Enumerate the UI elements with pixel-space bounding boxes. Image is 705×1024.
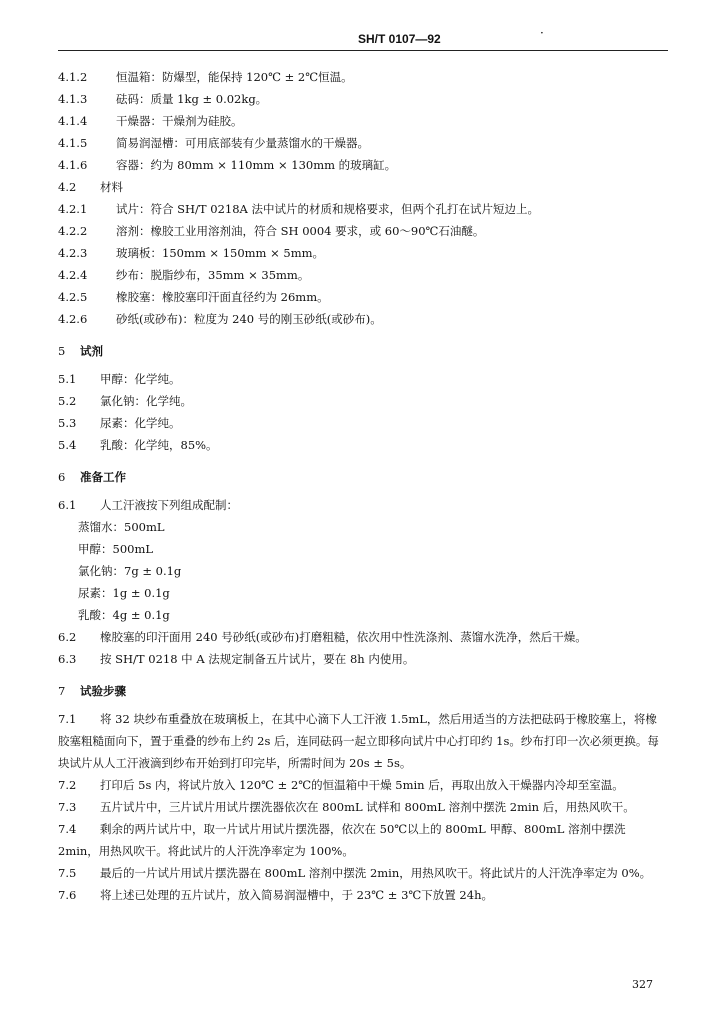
clause-7-5 [58,862,668,884]
clause-number: 5.3 [58,416,77,430]
clause-number: 4.1.2 [58,70,88,84]
clause-number: 5.1 [58,372,77,386]
clause-number: 4.2.3 [58,246,88,260]
clause-5-4 [58,434,668,456]
page-number: 327 [632,978,653,991]
clause-4-1-6 [58,154,668,176]
clause-number: 7.4 [58,822,77,836]
clause-text: 恒温箱：防爆型，能保持 120℃ ± 2℃恒温。 [116,70,353,84]
section-title: 试剂 [80,344,103,358]
clause-7-1 [58,708,668,774]
formula-item: 乳酸：4g ± 0.1g [78,608,170,622]
clause-text: 五片试片中，三片试片用试片摆洗器依次在 800mL 试样和 800mL 溶剂中摆洗 2min 后，用热风吹干。 [100,800,635,814]
clause-4-2-3 [58,242,668,264]
clause-4-2-2 [58,220,668,242]
formula-item: 氯化钠：7g ± 0.1g [78,564,182,578]
clause-text: 人工汗液按下列组成配制： [100,498,238,512]
clause-text: 尿素：化学纯。 [100,416,181,430]
clause-number: 7.3 [58,800,77,814]
header-dot: · [540,26,544,40]
clause-7-6 [58,884,668,906]
formula-item: 蒸馏水：500mL [78,520,165,534]
clause-number: 4.1.5 [58,136,88,150]
clause-4-1-3 [58,88,668,110]
clause-number: 7.2 [58,778,77,792]
clause-6-1 [58,494,668,516]
clause-6-3 [58,648,668,670]
clause-text: 按 SH/T 0218 中 A 法规定制备五片试片，要在 8h 内使用。 [100,652,415,666]
section-title: 准备工作 [80,470,126,484]
clause-4-2-4 [58,264,668,286]
clause-text: 打印后 5s 内，将试片放入 120℃ ± 2℃的恒温箱中干燥 5min 后，再取出放入干燥器内冷却至室温。 [100,778,624,792]
clause-number: 6.1 [58,498,77,512]
section-number: 6 [58,470,66,484]
clause-4-2 [58,176,668,198]
clause-6-2 [58,626,668,648]
clause-4-1-5 [58,132,668,154]
clause-number: 4.2 [58,180,77,194]
section-number: 7 [58,684,66,698]
clause-text: 橡胶塞：橡胶塞印汗面直径约为 26mm。 [116,290,329,304]
clause-number: 6.3 [58,652,77,666]
clause-4-1-4 [58,110,668,132]
clause-text: 溶剂：橡胶工业用溶剂油，符合 SH 0004 要求，或 60～90℃石油醚。 [116,224,485,238]
clause-text: 甲醇：化学纯。 [100,372,181,386]
clause-text: 纱布：脱脂纱布，35mm × 35mm。 [116,268,310,282]
clause-text: 容器：约为 80mm × 110mm × 130mm 的玻璃缸。 [116,158,397,172]
clause-text: 干燥器：干燥剂为硅胶。 [116,114,243,128]
clause-7-4 [58,818,668,862]
section-6-heading [58,466,668,488]
clause-4-2-1 [58,198,668,220]
clause-number: 4.2.2 [58,224,88,238]
clause-7-3 [58,796,668,818]
standard-code: SH/T 0107—92 [358,32,441,46]
clause-text: 氯化钠：化学纯。 [100,394,192,408]
section-title: 试验步骤 [80,684,126,698]
clause-number: 7.6 [58,888,77,902]
clause-5-2 [58,390,668,412]
clause-number: 5.4 [58,438,77,452]
clause-text: 剩余的两片试片中，取一片试片用试片摆洗器，依次在 50℃以上的 800mL 甲醇、800mL 溶剂中摆洗 2min，用热风吹干。将此试片的人汗洗净率定为 100%。 [58,822,626,858]
document-body [58,66,668,906]
clause-number: 4.2.6 [58,312,88,326]
clause-text: 砂纸(或砂布)：粒度为 240 号的刚玉砂纸(或砂布)。 [116,312,382,326]
clause-number: 7.5 [58,866,77,880]
clause-text: 砝码：质量 1kg ± 0.02kg。 [116,92,268,106]
page-header [58,26,668,51]
clause-number: 5.2 [58,394,77,408]
clause-number: 4.2.4 [58,268,88,282]
clause-5-3 [58,412,668,434]
clause-7-2 [58,774,668,796]
clause-text: 橡胶塞的印汗面用 240 号砂纸(或砂布)打磨粗糙，依次用中性洗涤剂、蒸馏水洗净，然后干燥。 [100,630,587,644]
clause-4-1-2 [58,66,668,88]
clause-number: 4.2.5 [58,290,88,304]
formula-item: 尿素：1g ± 0.1g [78,586,170,600]
clause-text: 试片：符合 SH/T 0218A 法中试片的材质和规格要求，但两个孔打在试片短边上。 [116,202,539,216]
clause-4-2-5 [58,286,668,308]
clause-text: 最后的一片试片用试片摆洗器在 800mL 溶剂中摆洗 2min，用热风吹干。将此试片的人汗洗净率定为 0%。 [100,866,652,880]
section-number: 5 [58,344,66,358]
formula-item: 甲醇：500mL [78,542,153,556]
clause-number: 7.1 [58,712,77,726]
clause-text: 将 32 块纱布重叠放在玻璃板上，在其中心滴下人工汗液 1.5mL，然后用适当的方法把砝码于橡胶塞上，将橡胶塞粗糙面向下，置于重叠的纱布上约 2s 后，连同砝码一起立即移向试片中心打印约 1s。纱布打印一次必须更换。每块试片从人工汗液滴到纱布开始到打印完毕，所需时间为 20s ± 5s。 [58,712,659,770]
clause-number: 4.1.3 [58,92,88,106]
clause-number: 4.1.4 [58,114,88,128]
clause-text: 玻璃板：150mm × 150mm × 5mm。 [116,246,325,260]
clause-text: 乳酸：化学纯，85%。 [100,438,218,452]
clause-5-1 [58,368,668,390]
section-5-heading [58,340,668,362]
clause-text: 将上述已处理的五片试片，放入简易润湿槽中，于 23℃ ± 3℃下放置 24h。 [100,888,493,902]
clause-heading: 材料 [100,180,123,194]
section-7-heading [58,680,668,702]
clause-4-2-6 [58,308,668,330]
clause-number: 6.2 [58,630,77,644]
clause-number: 4.1.6 [58,158,88,172]
clause-number: 4.2.1 [58,202,88,216]
clause-text: 简易润湿槽：可用底部装有少量蒸馏水的干燥器。 [116,136,369,150]
